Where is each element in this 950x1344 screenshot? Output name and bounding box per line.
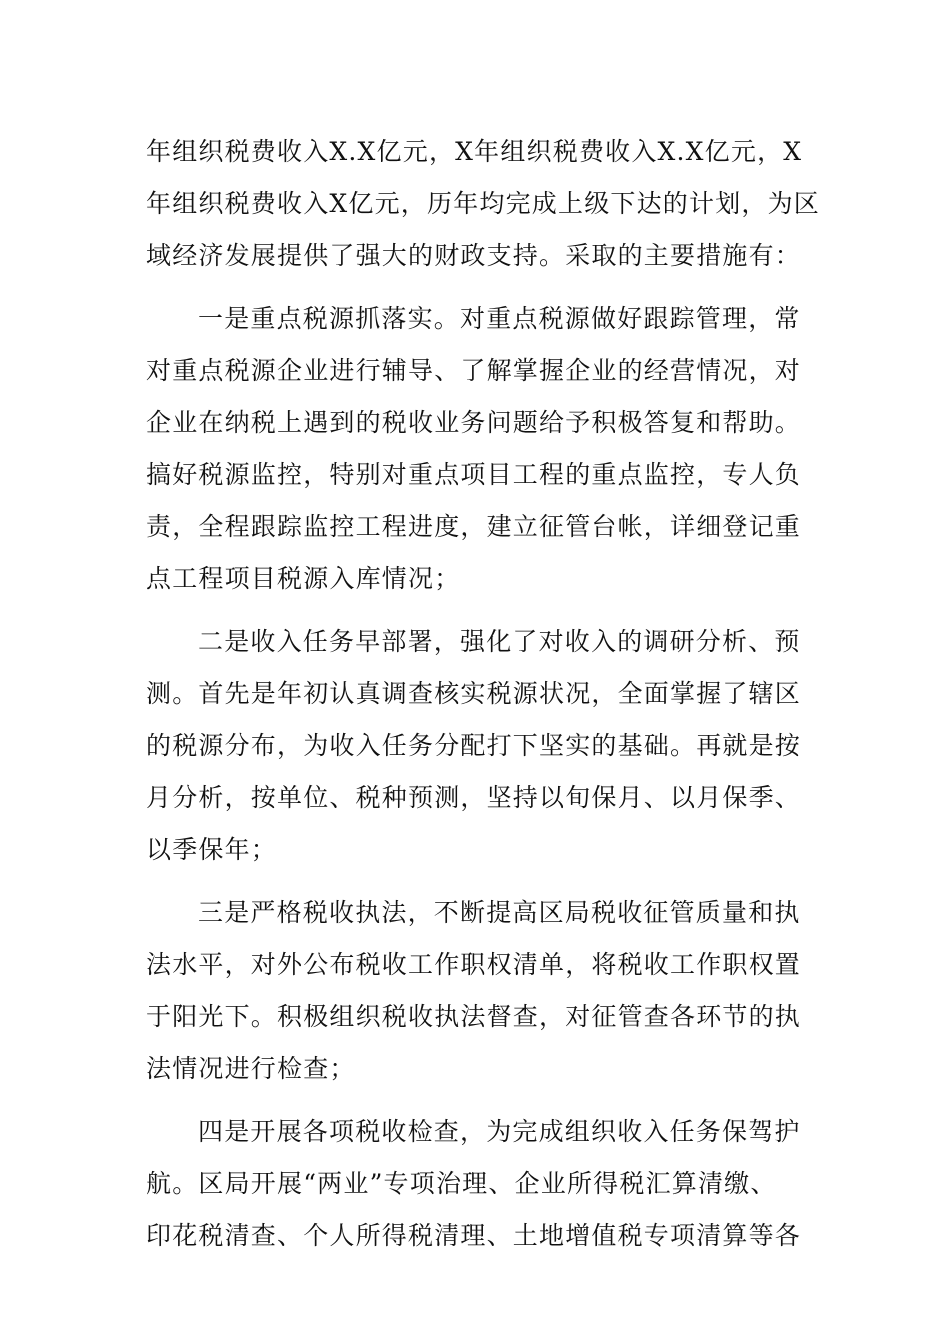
text-line: 测。首先是年初认真调查核实税源状况，全面掌握了辖区 [146, 679, 802, 708]
paragraph [146, 1106, 808, 1262]
text-line: 点工程项目税源入库情况； [146, 564, 461, 593]
text-line: 法情况进行检查； [146, 1054, 356, 1083]
text-line: 四是开展各项税收检查，为完成组织收入任务保驾护 [198, 1117, 801, 1146]
paragraph [146, 293, 808, 605]
text-line: 以季保年； [146, 835, 278, 864]
text-line: 二是收入任务早部署，强化了对收入的调研分析、预 [198, 627, 801, 656]
text-line: 企业在纳税上遇到的税收业务问题给予积极答复和帮助。 [146, 408, 802, 437]
paragraph [146, 126, 821, 282]
text-line: 对重点税源企业进行辅导、了解掌握企业的经营情况，对 [146, 356, 802, 385]
text-line: 搞好税源监控，特别对重点项目工程的重点监控，专人负 [146, 460, 802, 489]
text-line: 月分析，按单位、税种预测，坚持以旬保月、以月保季、 [146, 783, 802, 812]
text-line: 的税源分布，为收入任务分配打下坚实的基础。再就是按 [146, 731, 802, 760]
text-line: 航。区局开展“两业”专项治理、企业所得税汇算清缴、 [146, 1169, 777, 1198]
text-line: 三是严格税收执法，不断提高区局税收征管质量和执 [198, 898, 801, 927]
text-line: 一是重点税源抓落实。对重点税源做好跟踪管理，常 [198, 304, 801, 333]
paragraph [146, 616, 808, 876]
text-line: 域经济发展提供了强大的财政支持。采取的主要措施有： [146, 241, 802, 270]
text-line: 年组织税费收入X亿元，历年均完成上级下达的计划，为区 [146, 189, 821, 218]
text-line: 法水平，对外公布税收工作职权清单，将税收工作职权置 [146, 950, 802, 979]
text-line: 于阳光下。积极组织税收执法督查，对征管查各环节的执 [146, 1002, 802, 1031]
text-line: 年组织税费收入X.X亿元，X年组织税费收入X.X亿元，X [146, 137, 803, 166]
text-line: 责，全程跟踪监控工程进度，建立征管台帐，详细登记重 [146, 512, 802, 541]
paragraph [146, 887, 808, 1095]
document-body [146, 126, 821, 1262]
text-line: 印花税清查、个人所得税清理、土地增值税专项清算等各 [146, 1221, 802, 1250]
